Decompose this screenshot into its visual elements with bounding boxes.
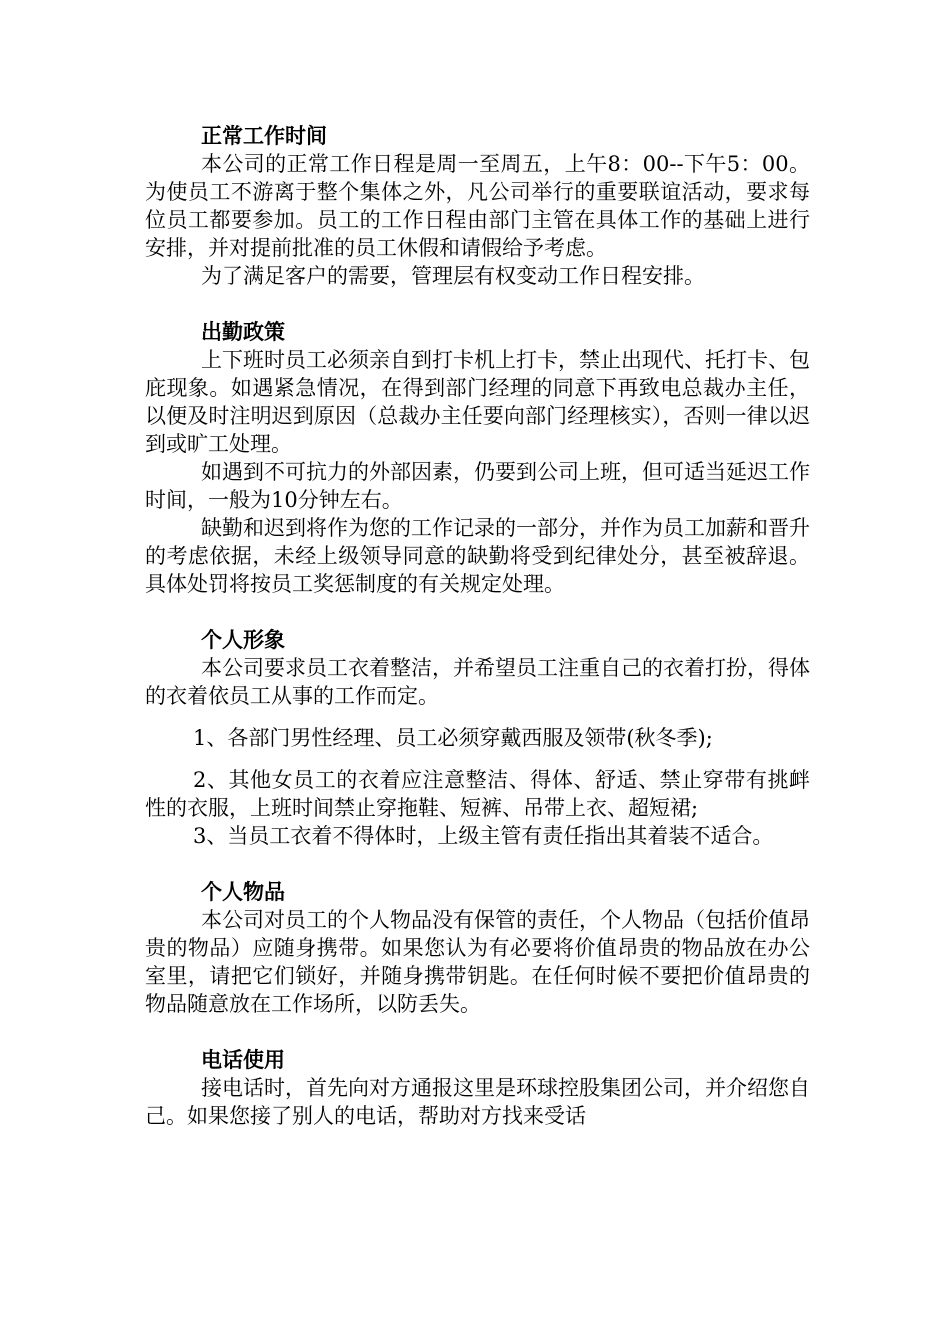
paragraph: 上下班时员工必须亲自到打卡机上打卡，禁止出现代、托打卡、包庇现象。如遇紧急情况，在得到部门经理的同意下再致电总裁办主任，以便及时注明迟到原因（总裁办主任要向部门经理核实），否则一律以迟到或旷工处理。 (145, 348, 810, 456)
section-working-hours (145, 122, 810, 290)
document-body (145, 122, 810, 1130)
paragraph: 接电话时，首先向对方通报这里是环球控股集团公司，并介绍您自己。如果您接了别人的电话，帮助对方找来受话 (145, 1076, 810, 1128)
section-personal-image (145, 626, 810, 850)
section-heading: 个人形象 (201, 627, 285, 652)
section-phone-use (145, 1046, 810, 1130)
section-heading: 正常工作时间 (201, 123, 327, 148)
list-item: 1、各部门男性经理、员工必须穿戴西服及领带(秋冬季); (193, 726, 713, 750)
section-heading: 个人物品 (201, 879, 285, 904)
section-heading: 电话使用 (201, 1047, 285, 1072)
paragraph: 缺勤和迟到将作为您的工作记录的一部分，并作为员工加薪和晋升的考虑依据，未经上级领导同意的缺勤将受到纪律处分，甚至被辞退。具体处罚将按员工奖惩制度的有关规定处理。 (145, 516, 810, 596)
paragraph: 如遇到不可抗力的外部因素，仍要到公司上班，但可适当延迟工作时间，一般为10分钟左右。 (145, 460, 810, 512)
list-item: 3、当员工衣着不得体时，上级主管有责任指出其着装不适合。 (193, 824, 774, 848)
paragraph: 本公司要求员工衣着整洁，并希望员工注重自己的衣着打扮，得体的衣着依员工从事的工作而定。 (145, 656, 810, 708)
section-heading: 出勤政策 (201, 319, 285, 344)
paragraph: 为了满足客户的需要，管理层有权变动工作日程安排。 (201, 264, 705, 288)
section-personal-belongings (145, 878, 810, 1018)
section-attendance-policy (145, 318, 810, 598)
paragraph: 本公司的正常工作日程是周一至周五，上午8：00--下午5：00。为使员工不游离于整个集体之外，凡公司举行的重要联谊活动，要求每位员工都要参加。员工的工作日程由部门主管在具体工作的基础上进行安排，并对提前批准的员工休假和请假给予考虑。 (145, 152, 810, 260)
paragraph: 本公司对员工的个人物品没有保管的责任，个人物品（包括价值昂贵的物品）应随身携带。如果您认为有必要将价值昂贵的物品放在办公室里，请把它们锁好，并随身携带钥匙。在任何时候不要把价值昂贵的物品随意放在工作场所，以防丢失。 (145, 908, 810, 1016)
list-item: 2、其他女员工的衣着应注意整洁、得体、舒适、禁止穿带有挑衅性的衣服，上班时间禁止穿拖鞋、短裤、吊带上衣、超短裙; (145, 768, 810, 820)
